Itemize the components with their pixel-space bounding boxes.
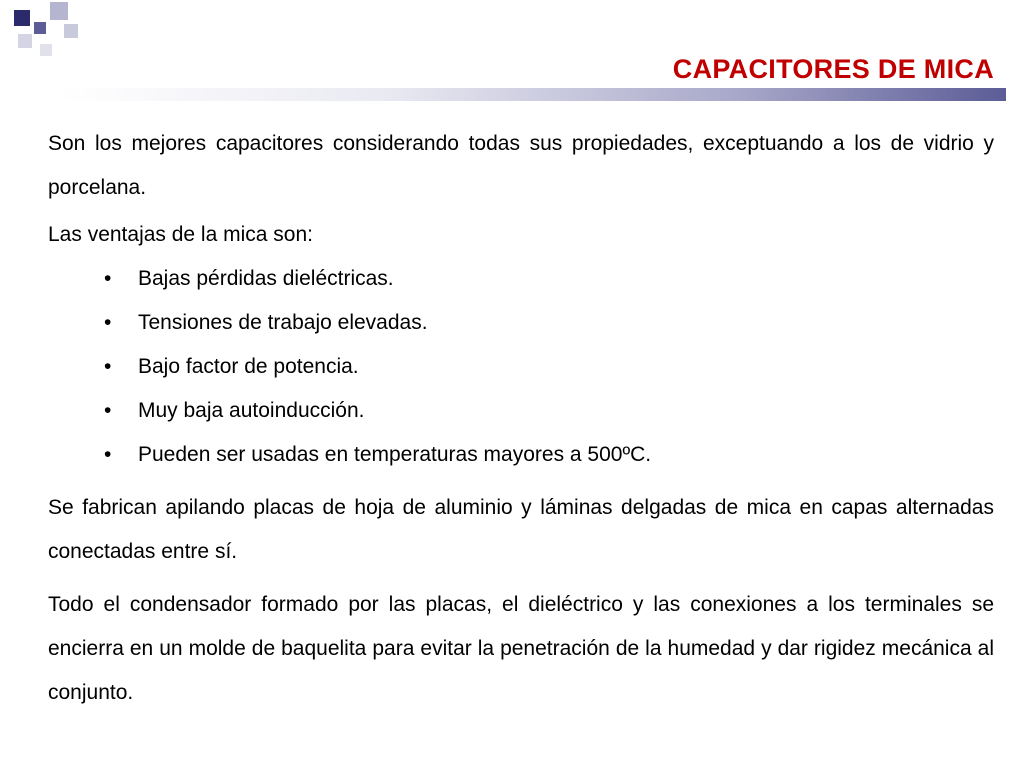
list-item-text: Muy baja autoinducción. [138,399,365,422]
advantages-list [48,257,994,477]
bullet-icon: • [104,311,112,334]
deco-square-light [40,44,52,56]
enclosure-paragraph: Todo el condensador formado por las placas, el dieléctrico y las conexiones a los terminales se encierra en un molde de baquelita para evitar la penetración de la humedad y dar rigidez mecánica al conjunto. [48,593,994,704]
deco-square-light [18,34,32,48]
list-item-text: Pueden ser usadas en temperaturas mayores a 500ºC. [138,443,652,466]
list-item-text: Bajo factor de potencia. [138,355,359,378]
title-underline-bar [60,88,1006,101]
list-item-text: Bajas pérdidas dieléctricas. [138,267,394,290]
deco-square-mid [34,22,46,34]
list-item [48,301,994,345]
deco-square-light [64,24,78,38]
deco-square-light [50,2,68,20]
bullet-icon: • [104,267,112,290]
decorative-squares [0,0,90,70]
page-title: CAPACITORES DE MICA [672,54,994,84]
bullet-icon: • [104,399,112,422]
list-item [48,345,994,389]
bullet-icon: • [104,443,112,466]
fabrication-paragraph: Se fabrican apilando placas de hoja de aluminio y láminas delgadas de mica en capas alternadas conectadas entre sí. [48,496,994,563]
list-item [48,433,994,477]
deco-square-dark [14,10,30,26]
slide-body [48,122,994,715]
list-item [48,257,994,301]
intro-paragraph: Son los mejores capacitores considerando todas sus propiedades, exceptuando a los de vidrio y porcelana. [48,132,994,199]
list-item [48,389,994,433]
advantages-heading: Las ventajas de la mica son: [48,223,313,246]
list-item-text: Tensiones de trabajo elevadas. [138,311,428,334]
bullet-icon: • [104,355,112,378]
